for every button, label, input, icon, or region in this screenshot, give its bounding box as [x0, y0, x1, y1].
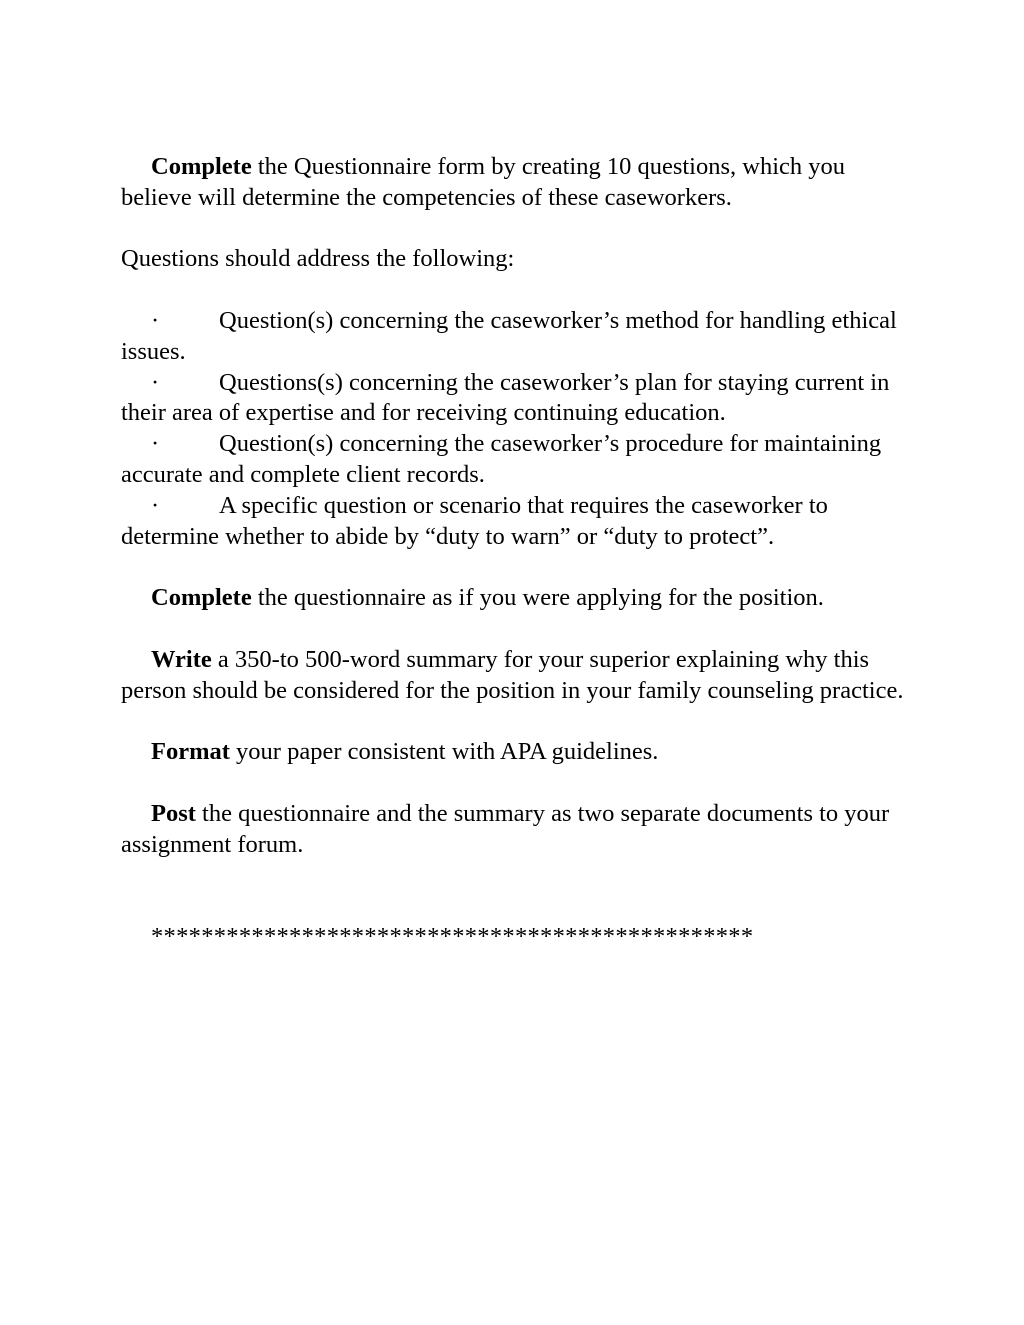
- spacer: [121, 706, 911, 737]
- instruction-write-summary: [121, 645, 911, 707]
- list-item-text: Question(s) concerning the caseworker’s method for handling ethical issues.: [121, 306, 897, 365]
- spacer: [121, 552, 911, 583]
- instruction-text: the questionnaire and the summary as two separate documents to your assignment forum.: [121, 799, 890, 858]
- questions-intro: Questions should address the following:: [121, 245, 515, 273]
- spacer: [121, 891, 911, 922]
- instruction-post: [121, 799, 911, 861]
- instruction-verb: Complete: [151, 153, 252, 180]
- list-item: [121, 429, 911, 491]
- list-item: [121, 368, 911, 430]
- instruction-verb: Complete: [151, 584, 252, 612]
- bullet-marker: ·: [151, 430, 160, 458]
- list-item: [121, 491, 911, 553]
- spacer: [121, 860, 911, 891]
- instruction-text: the Questionnaire form by creating 10 questions, which you believe will determine the competencies of these caseworkers.: [121, 153, 846, 211]
- instruction-verb: Post: [151, 799, 196, 827]
- spacer: [121, 275, 911, 306]
- bullet-marker: ·: [151, 491, 160, 519]
- instruction-text: the questionnaire as if you were applying for the position.: [251, 584, 824, 612]
- instruction-format: [121, 737, 911, 768]
- list-item-text: Questions(s) concerning the caseworker’s plan for staying current in their area of expertise and for receiving continuing education.: [121, 368, 890, 427]
- spacer: [121, 614, 911, 645]
- instruction-complete-as-applicant: [121, 583, 911, 614]
- instruction-verb: Format: [151, 738, 230, 766]
- spacer: [121, 214, 911, 245]
- document-page: [121, 152, 911, 953]
- asterisk-separator: ************************************************: [151, 922, 754, 950]
- instruction-verb: Write: [151, 645, 212, 673]
- instruction-text: a 350-to 500-word summary for your superior explaining why this person should be considered for the position in your family counseling practice.: [121, 645, 904, 704]
- instruction-complete-questionnaire: [121, 152, 911, 214]
- bullet-list: [121, 306, 911, 552]
- list-item: [121, 306, 911, 368]
- list-item-text: Question(s) concerning the caseworker’s procedure for maintaining accurate and complete client records.: [121, 430, 882, 488]
- bullet-marker: ·: [151, 306, 160, 334]
- bullet-marker: ·: [151, 368, 160, 396]
- list-item-text: A specific question or scenario that requires the caseworker to determine whether to abide by “duty to warn” or “duty to protect”.: [121, 491, 828, 550]
- instruction-text: your paper consistent with APA guidelines.: [229, 738, 659, 766]
- spacer: [121, 768, 911, 799]
